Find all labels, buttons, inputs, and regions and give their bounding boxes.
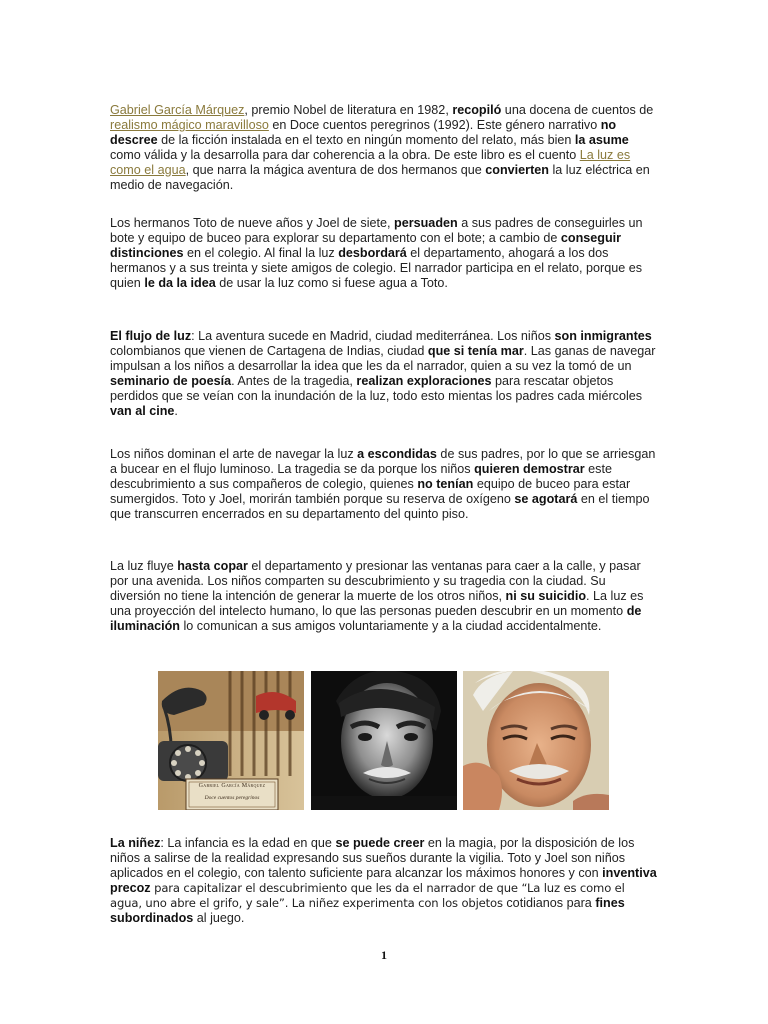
emphasis-text: seminario de poesía [110,373,232,388]
emphasis-text: a escondidas [357,447,437,461]
text-run: en la magia, por la disposición de los niños a salirse de la realidad expresando sus sueños durante la vigilia. Toto y Joel son niños aplicados en el colegio, con talento suficiente para alcanzar los máximos honores y con [110,836,635,880]
inline-link[interactable]: La luz es como el agua [110,147,631,177]
text-run: una docena de cuentos de [501,103,654,117]
emphasis-text: La niñez [110,836,161,850]
text-run: el departamento, ahogará a los dos hermanos y a sus treinta y siete amigos de colegio. El narrador participa en el relato, porque es quien [110,245,643,290]
emphasis-text: no descree [110,117,617,147]
portrait-color-image [463,671,609,810]
emphasis-text: hasta copar [177,559,248,573]
text-run: al juego. [193,910,245,925]
text-run: Los hermanos Toto de nueve años y Joel de siete, [110,216,395,230]
text-run: . Antes de la tragedia, [231,373,357,388]
paragraph-navigation [110,447,658,522]
book-cover-title: Doce cuentos peregrinos [204,795,260,801]
text-run: equipo de buceo para estar sumergidos. Toto y Joel, morirán también porque su reserva de oxígeno [110,476,631,506]
emphasis-text: de iluminación [110,603,642,633]
text-run: en el colegio. Al final la luz [183,245,339,260]
telephone-illustration-icon [158,671,304,810]
page-number: 1 [381,948,387,962]
text-run: para capitalizar el descubrimiento que les da el narrador de que “La luz es como el agua, uno abre el grifo, y sale”. La niñez experimenta con los objetos [110,880,625,910]
emphasis-text: El flujo de luz [110,329,192,343]
text-run: a sus padres de conseguirles un bote y equipo de buceo para explorar su departamento con el bote; a cambio de [110,216,643,245]
emphasis-text: ni su suicidio [505,588,587,603]
book-cover-author: Gabriel García Márquez [198,783,266,789]
emphasis-text: fines subordinados [110,895,625,925]
text-run: este descubrimiento a sus compañeros de colegio, quienes [110,461,612,491]
emphasis-text: conseguir distinciones [110,230,622,260]
text-run: de la ficción instalada en el texto en ningún momento del relato, más bien [157,132,575,147]
paragraph-light-floods [110,559,658,634]
portrait-bw-icon [311,671,457,810]
text-run: en el tiempo que transcurren encerrados en su departamento del quinto piso. [110,491,650,521]
text-run: : La infancia es la edad en que [160,836,336,850]
emphasis-text: desbordará [338,245,407,260]
text-run: , premio Nobel de literatura en 1982, [244,103,453,117]
paragraph-childhood [110,836,658,925]
text-run: La luz fluye [110,559,178,573]
text-run: : La aventura sucede en Madrid, ciudad mediterránea. Los niños [191,329,555,343]
emphasis-text: recopiló [452,103,502,117]
portrait-bw-image [311,671,457,810]
text-run: para rescatar objetos perdidos que se veían con la inundación de la luz, todo esto mientas los padres cada miércoles [110,373,643,403]
text-run: . Las ganas de navegar impulsan a los niños a desarrollar la idea que les da el narrador, quien a su vez la tomó de un [110,343,656,373]
paragraph-light-flow [110,329,658,418]
emphasis-text: que si tenía mar [427,343,524,358]
text-run: en Doce cuentos peregrinos (1992). Este género narrativo [268,117,601,132]
emphasis-text: quieren demostrar [474,461,585,476]
book-cover-image [158,671,304,810]
emphasis-text: convierten [485,162,549,177]
emphasis-text: van al cine [110,403,175,418]
text-run: de sus padres, por lo que se arriesgan a bucear en el flujo luminoso. La tragedia se da porque los niños [110,447,656,476]
emphasis-text: se agotará [514,491,578,506]
emphasis-text: no tenían [417,476,474,491]
text-run: Los niños dominan el arte de navegar la luz [110,447,358,461]
text-run: lo comunican a sus amigos voluntariamente y a la ciudad accidentalmente. [179,618,602,633]
inline-link[interactable]: realismo mágico maravilloso [110,117,269,132]
emphasis-text: inventiva precoz [110,865,657,895]
text-run: de usar la luz como si fuese agua a Toto. [215,275,448,290]
text-run: como válida y la desarrolla para dar coherencia a la obra. De este libro es el cuento [110,147,580,162]
text-run: cotidianos para [502,895,596,910]
emphasis-text: son inmigrantes [554,329,652,343]
text-run: colombianos que vienen de Cartagena de Indias, ciudad [110,343,428,358]
paragraph-brothers [110,216,658,291]
text-run: . La luz es una proyección del intelecto humano, lo que las personas pueden descubrir en un momento [110,588,644,618]
text-run: , que narra la mágica aventura de dos hermanos que [185,162,486,177]
portrait-color-icon [463,671,609,810]
inline-link[interactable]: Gabriel García Márquez [110,103,245,117]
emphasis-text: persuaden [394,216,458,230]
text-run: el departamento y presionar las ventanas para caer a la calle, y pasar por una avenida. Los niños comparten su descubrimiento y su tragedia con la ciudad. Su diversión no tiene la intención de generar la muerte de los otros niños, [110,559,641,603]
text-run: la luz eléctrica en medio de navegación. [110,162,650,192]
paragraph-intro [110,103,658,192]
emphasis-text: la asume [574,132,629,147]
emphasis-text: le da la idea [144,275,216,290]
text-run: . [174,403,178,418]
emphasis-text: se puede creer [335,836,425,850]
emphasis-text: realizan exploraciones [356,373,492,388]
